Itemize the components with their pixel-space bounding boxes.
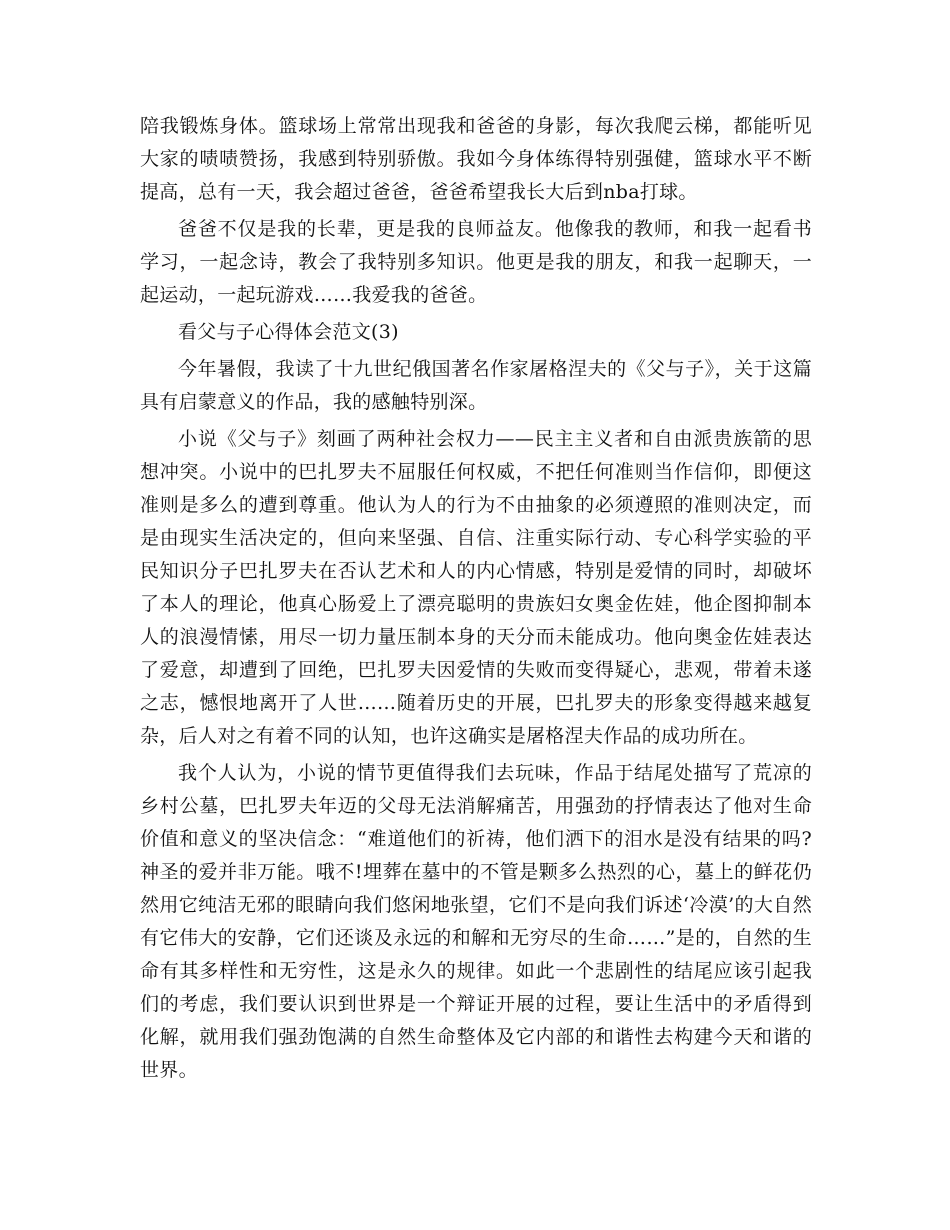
- paragraph: 今年暑假，我读了十九世纪俄国著名作家屠格涅夫的《父与子》，关于这篇具有启蒙意义的作品，我的感触特别深。: [140, 358, 812, 413]
- paragraph: 我个人认为，小说的情节更值得我们去玩味，作品于结尾处描写了荒凉的乡村公墓，巴扎罗夫年迈的父母无法消解痛苦，用强劲的抒情表达了他对生命价值和意义的坚决信念：“难道他们的祈祷，他们洒下的泪水是没有结果的吗?神圣的爱并非万能。哦不!埋葬在墓中的不管是颗多么热烈的心，墓上的鲜花仍然用它纯洁无邪的眼睛向我们悠闲地张望，它们不是向我们诉述‘冷漠’的大自然有它伟大的安静，它们还谈及永远的和解和无穷尽的生命……”是的，自然的生命有其多样性和无穷性，这是永久的规律。如此一个悲剧性的结尾应该引起我们的考虑，我们要认识到世界是一个辩证开展的过程，要让生活中的矛盾得到化解，就用我们强劲饱满的自然生命整体及它内部的和谐性去构建今天和谐的世界。: [140, 762, 812, 1081]
- section-heading: 看父与子心得体会范文(3): [178, 321, 399, 343]
- paragraph-continued: 陪我锻炼身体。篮球场上常常出现我和爸爸的身影，每次我爬云梯，都能听见大家的啧啧赞扬，我感到特别骄傲。我如今身体练得特别强健，篮球水平不断提高，总有一天，我会超过爸爸，爸爸希望我长大后到nba打球。: [140, 115, 812, 203]
- paragraph: 爸爸不仅是我的长辈，更是我的良师益友。他像我的教师，和我一起看书学习，一起念诗，教会了我特别多知识。他更是我的朋友，和我一起聊天，一起运动，一起玩游戏……我爱我的爸爸。: [140, 218, 812, 306]
- document-body: [140, 110, 812, 1091]
- paragraph: 小说《父与子》刻画了两种社会权力——民主主义者和自由派贵族箭的思想冲突。小说中的巴扎罗夫不屈服任何权威，不把任何准则当作信仰，即便这准则是多么的遭到尊重。他认为人的行为不由抽象的必须遵照的准则决定，而是由现实生活决定的，但向来坚强、自信、注重实际行动、专心科学实验的平民知识分子巴扎罗夫在否认艺术和人的内心情感，特别是爱情的同时，却破坏了本人的理论，他真心肠爱上了漂亮聪明的贵族妇女奥金佐娃，他企图抑制本人的浪漫情愫，用尽一切力量压制本身的天分而未能成功。他向奥金佐娃表达了爱意，却遭到了回绝，巴扎罗夫因爱情的失败而变得疑心，悲观，带着未遂之志，憾恨地离开了人世……随着历史的开展，巴扎罗夫的形象变得越来越复杂，后人对之有着不同的认知，也许这确实是屠格涅夫作品的成功所在。: [140, 428, 812, 747]
